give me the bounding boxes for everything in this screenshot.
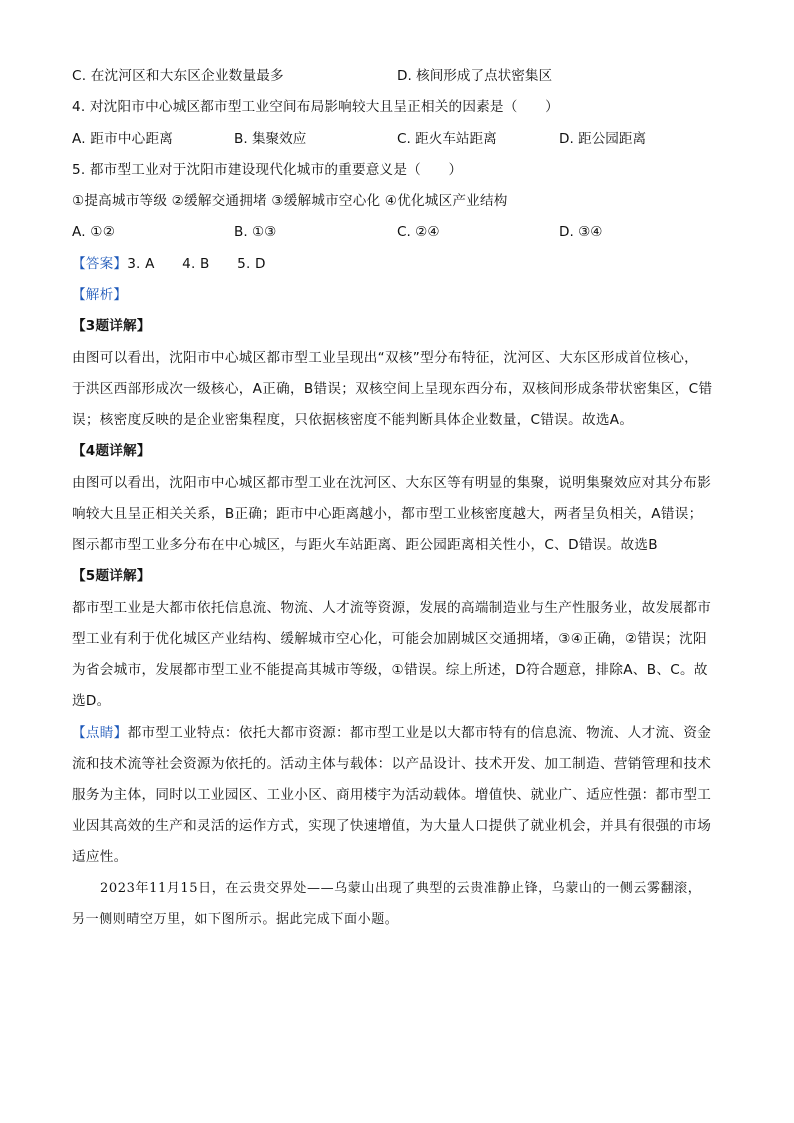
q5-option-a: A. ①② <box>72 224 116 240</box>
detail3-heading: 【3题详解】 <box>72 318 151 334</box>
detail3-line: 由图可以看出，沈阳市中心城区都市型工业呈现出“双核”型分布特征，沈河区、大东区形成首位核心， <box>72 350 699 366</box>
q3-option-d: D. 核间形成了点状密集区 <box>397 68 553 84</box>
detail5-line: 选D。 <box>72 693 111 709</box>
detail4-line: 响较大且呈正相关关系，B正确；距市中心距离越小，都市型工业核密度越大，两者呈负相关，A错误； <box>72 506 703 522</box>
q4-option-a: A. 距市中心距离 <box>72 131 174 147</box>
q5-items: ①提高城市等级 ②缓解交通拥堵 ③缓解城市空心化 ④优化城区产业结构 <box>72 193 508 209</box>
q5-option-b: B. ①③ <box>234 224 277 240</box>
q3-option-c: C. 在沈河区和大东区企业数量最多 <box>72 68 284 84</box>
next-material-line: 另一侧则晴空万里，如下图所示。据此完成下面小题。 <box>72 912 399 927</box>
q5-stem: 5. 都市型工业对于沈阳市建设现代化城市的重要意义是（ ） <box>72 162 463 178</box>
answer-text: 3. A 4. B 5. D <box>127 256 266 272</box>
dianjing-tag: 【点睛】 <box>72 725 128 741</box>
next-material-line: 2023年11月15日，在云贵交界处——乌蒙山出现了典型的云贵准静止锋，乌蒙山的一侧云雾翻滚， <box>100 881 702 896</box>
q4-option-b: B. 集聚效应 <box>234 131 307 147</box>
q5-option-d: D. ③④ <box>559 224 603 240</box>
detail3-line: 误；核密度反映的是企业密集程度，只依据核密度不能判断具体企业数量，C错误。故选A。 <box>72 412 634 428</box>
detail5-line: 型工业有利于优化城区产业结构、缓解城市空心化，可能会加剧城区交通拥堵，③④正确，②错误；沈阳 <box>72 631 707 647</box>
q4-option-d: D. 距公园距离 <box>559 131 647 147</box>
detail4-heading: 【4题详解】 <box>72 443 151 459</box>
dianjing-line: 业因其高效的生产和灵活的运作方式，实现了快速增值，为大量人口提供了就业机会，并具有很强的市场 <box>72 818 712 834</box>
detail4-line: 图示都市型工业多分布在中心城区，与距火车站距离、距公园距离相关性小，C、D错误。故选B <box>72 537 658 553</box>
q5-option-c: C. ②④ <box>397 224 440 240</box>
detail5-line: 为省会城市，发展都市型工业不能提高其城市等级，①错误。综上所述，D符合题意，排除A、B、C。故 <box>72 662 708 678</box>
detail4-line: 由图可以看出，沈阳市中心城区都市型工业在沈河区、大东区等有明显的集聚，说明集聚效应对其分布影 <box>72 475 712 491</box>
analysis-tag: 【解析】 <box>72 287 128 303</box>
q4-stem: 4. 对沈阳市中心城区都市型工业空间布局影响较大且呈正相关的因素是（ ） <box>72 99 559 115</box>
dianjing-first-text: 都市型工业特点：依托大都市资源：都市型工业是以大都市特有的信息流、物流、人才流、资金 <box>127 725 712 741</box>
answer-tag: 【答案】 <box>72 256 128 272</box>
detail5-heading: 【5题详解】 <box>72 568 151 584</box>
dianjing-line: 适应性。 <box>72 849 128 865</box>
answer-line <box>72 254 266 274</box>
dianjing-first-line <box>72 723 711 743</box>
dianjing-line: 流和技术流等社会资源为依托的。活动主体与载体：以产品设计、技术开发、加工制造、营销管理和技术 <box>72 756 712 772</box>
detail5-line: 都市型工业是大都市依托信息流、物流、人才流等资源，发展的高端制造业与生产性服务业，故发展都市 <box>72 600 712 616</box>
detail3-line: 于洪区西部形成次一级核心，A正确，B错误；双核空间上呈现东西分布，双核间形成条带状密集区，C错 <box>72 381 713 397</box>
q4-option-c: C. 距火车站距离 <box>397 131 497 147</box>
dianjing-line: 服务为主体，同时以工业园区、工业小区、商用楼宇为活动载体。增值快、就业广、适应性强：都市型工 <box>72 787 712 803</box>
